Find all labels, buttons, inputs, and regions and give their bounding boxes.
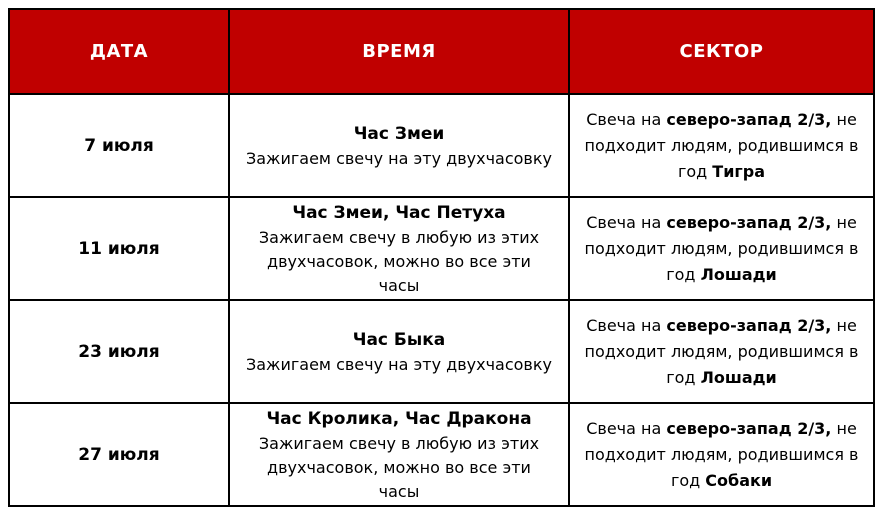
time-cell: [229, 300, 569, 403]
date-cell: 11 июля: [9, 197, 229, 300]
sector-animal: Собаки: [705, 470, 773, 490]
sector-cell: [569, 403, 874, 506]
sector-text: не подходит людям, родившимся в год: [584, 315, 859, 387]
time-title: Час Быка: [352, 329, 446, 350]
sector-cell: [569, 300, 874, 403]
table-header-row: [9, 9, 874, 94]
date-cell: 27 июля: [9, 403, 229, 506]
date-cell: 7 июля: [9, 94, 229, 197]
sector-text: Свеча на: [586, 212, 667, 232]
sector-text: Свеча на: [586, 418, 667, 438]
column-header-sector: СЕКТОР: [569, 9, 874, 94]
time-cell: [229, 197, 569, 300]
table-row: [9, 403, 874, 506]
candle-schedule-table: [8, 8, 875, 507]
time-description: Зажигаем свечу в любую из этих двухчасовок, можно во все эти часы: [258, 433, 540, 501]
column-header-date: ДАТА: [9, 9, 229, 94]
date-cell: 23 июля: [9, 300, 229, 403]
sector-animal: Тигра: [712, 161, 766, 181]
sector-text: Свеча на: [586, 315, 667, 335]
time-title: Час Кролика, Час Дракона: [266, 408, 532, 429]
sector-direction: северо-запад 2/3,: [666, 418, 832, 438]
sector-direction: северо-запад 2/3,: [666, 109, 832, 129]
sector-cell: [569, 94, 874, 197]
time-title: Час Змеи: [353, 123, 445, 144]
sector-animal: Лошади: [700, 367, 777, 387]
column-header-time: ВРЕМЯ: [229, 9, 569, 94]
sector-text: не подходит людям, родившимся в год: [584, 109, 859, 181]
time-title: Час Змеи, Час Петуха: [292, 202, 506, 223]
sector-text: не подходит людям, родившимся в год: [584, 212, 859, 284]
sector-direction: северо-запад 2/3,: [666, 212, 832, 232]
time-description: Зажигаем свечу на эту двухчасовку: [245, 148, 552, 168]
sector-text: не подходит людям, родившимся в год: [584, 418, 859, 490]
time-description: Зажигаем свечу в любую из этих двухчасовок, можно во все эти часы: [258, 227, 540, 295]
table-row: [9, 300, 874, 403]
time-description: Зажигаем свечу на эту двухчасовку: [245, 354, 552, 374]
table-row: [9, 94, 874, 197]
sector-text: Свеча на: [586, 109, 667, 129]
table-row: [9, 197, 874, 300]
sector-cell: [569, 197, 874, 300]
time-cell: [229, 94, 569, 197]
sector-direction: северо-запад 2/3,: [666, 315, 832, 335]
sector-animal: Лошади: [700, 264, 777, 284]
time-cell: [229, 403, 569, 506]
